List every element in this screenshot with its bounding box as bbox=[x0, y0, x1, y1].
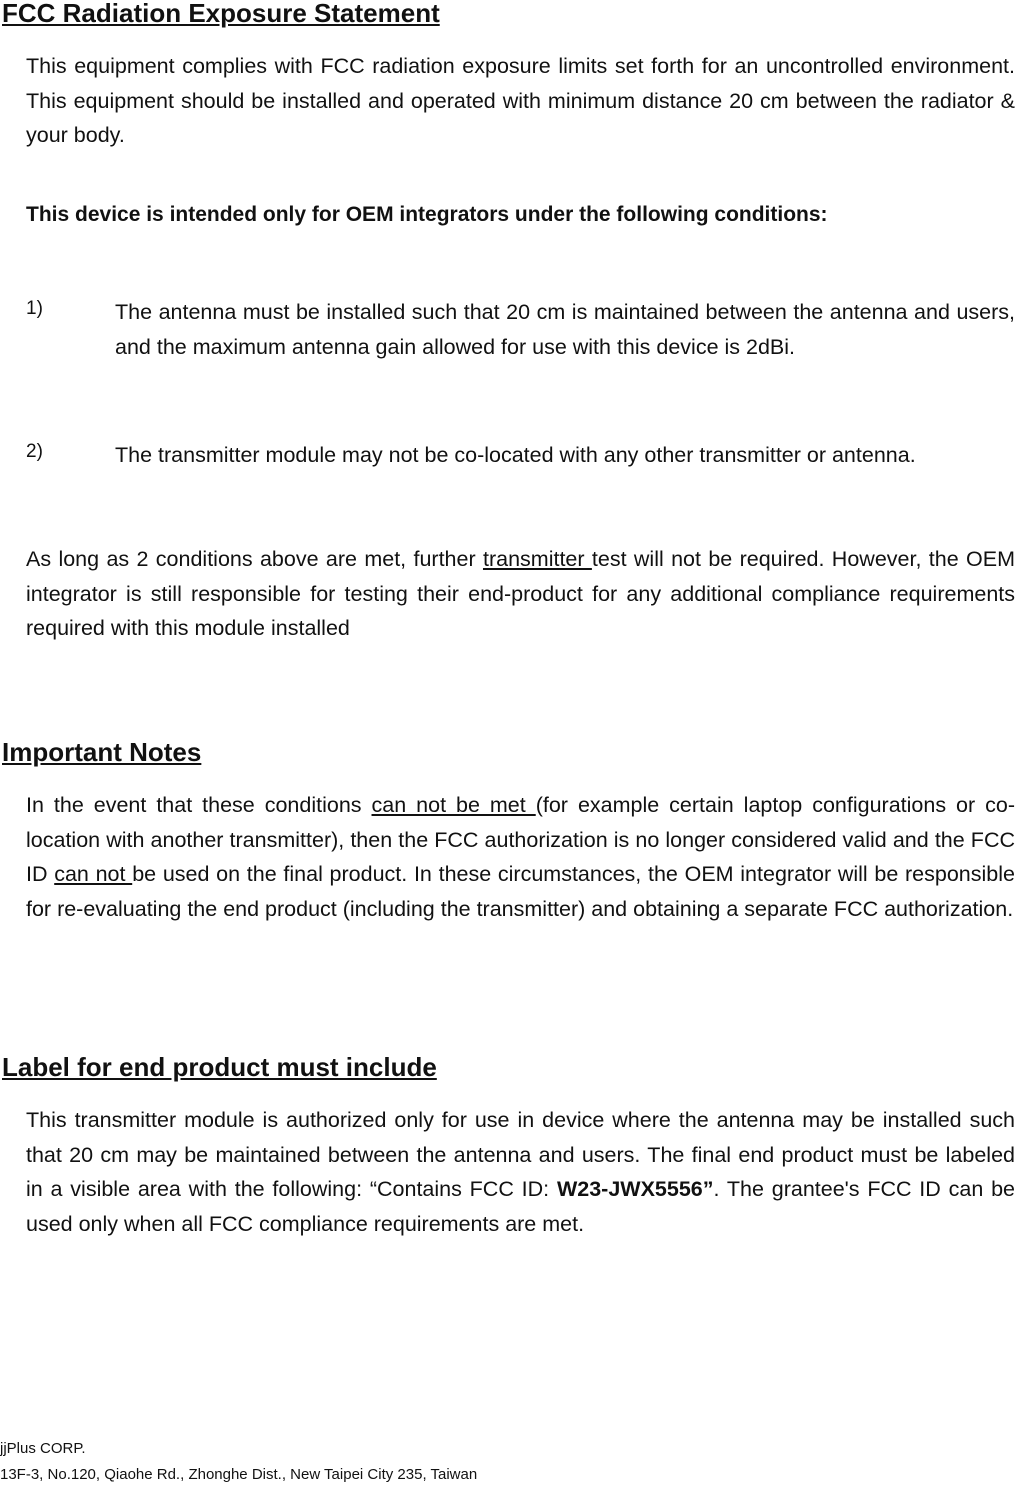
can-not-be-met-underlined: can not be met bbox=[371, 793, 536, 817]
can-not-underlined: can not bbox=[54, 862, 133, 886]
condition-1-text: The antenna must be installed such that 20 cm is maintained between the antenna and users, and the maximum antenna gain allowed for use with this device is 2dBi. bbox=[115, 300, 1015, 359]
important-text-3: be used on the final product. In these circumstances, the OEM integrator will be responsible for re-evaluating the end product (including the transmitter) and obtaining a separate FCC authorization. bbox=[26, 862, 1015, 921]
further-test-text-2: test will not be required. However, the OEM integrator is still responsible for testing their end-product for any additional compliance requirements required with this module installed bbox=[26, 547, 1015, 640]
important-text-2: (for example certain laptop configurations or co-location with another transmitter), then the FCC authorization is no longer considered valid and the FCC ID bbox=[26, 793, 1016, 886]
oem-conditions-heading: This device is intended only for OEM integrators under the following conditions: bbox=[26, 203, 828, 226]
condition-2-number: 2) bbox=[26, 441, 43, 462]
fcc-exposure-paragraph: This equipment complies with FCC radiation exposure limits set forth for an uncontrolled environment. This equipment should be installed and operated with minimum distance 20 cm between the radiator & your body. bbox=[26, 54, 1015, 147]
condition-1-number: 1) bbox=[26, 298, 43, 319]
important-notes-paragraph bbox=[26, 788, 1015, 926]
label-text-2: . The grantee's FCC ID can be used only when all FCC compliance requirements are met. bbox=[26, 1177, 1015, 1236]
further-test-text-1: As long as 2 conditions above are met, further bbox=[26, 547, 483, 571]
further-test-paragraph bbox=[26, 542, 1015, 646]
condition-2-text: The transmitter module may not be co-located with any other transmitter or antenna. bbox=[115, 443, 916, 467]
important-text-1: In the event that these conditions bbox=[26, 793, 372, 817]
important-notes-heading: Important Notes bbox=[2, 737, 202, 767]
label-requirements-heading: Label for end product must include bbox=[2, 1052, 437, 1082]
fcc-id-close-quote: ” bbox=[702, 1177, 714, 1201]
label-text-1: This transmitter module is authorized only for use in device where the antenna may be installed such that 20 cm may be maintained between the antenna and users. The final end product must be labeled in a visible area with the following: “Contains FCC ID: bbox=[26, 1108, 1015, 1201]
fcc-id-value: W23-JWX5556 bbox=[556, 1177, 703, 1201]
footer-company: jjPlus CORP. bbox=[0, 1440, 86, 1457]
transmitter-underlined: transmitter bbox=[482, 547, 592, 571]
label-requirements-paragraph bbox=[26, 1103, 1015, 1241]
fcc-statement-heading: FCC Radiation Exposure Statement bbox=[2, 0, 440, 28]
footer-address: 13F-3, No.120, Qiaohe Rd., Zhonghe Dist., New Taipei City 235, Taiwan bbox=[0, 1466, 478, 1483]
